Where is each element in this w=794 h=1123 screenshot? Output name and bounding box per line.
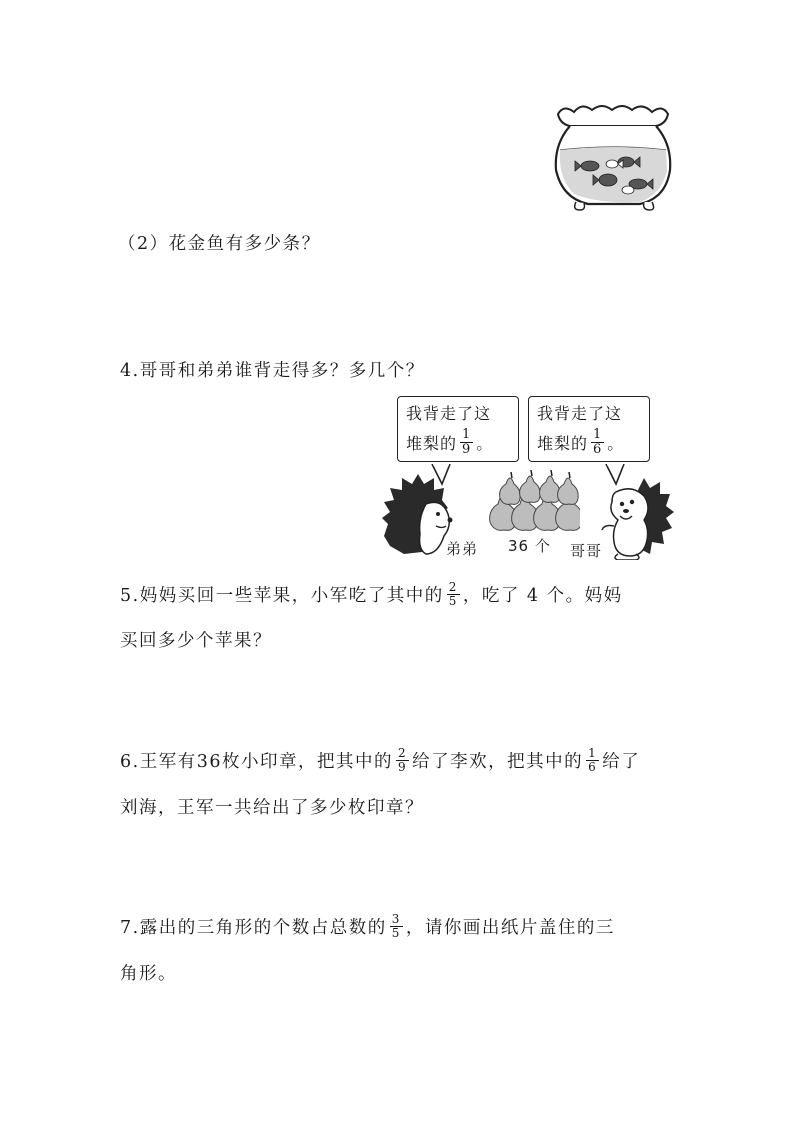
- q4-question: 4.哥哥和弟弟谁背走得多？多几个？: [120, 361, 425, 381]
- label-pear-count: 36 个: [508, 537, 551, 555]
- pear-pile-illustration: [484, 470, 580, 534]
- bubble-left-line2: 堆梨的 $\frac{1}{9}$ 。: [406, 427, 494, 457]
- q5-line1: 5.妈妈买回一些苹果，小军吃了其中的 $\frac{2}{5}$ ，吃了 4 个。妈妈: [120, 580, 623, 608]
- fraction: $\frac{1}{9}$: [462, 427, 472, 457]
- q6-line2: 刘海，王军一共给出了多少枚印章？: [120, 798, 424, 818]
- q5-line2: 买回多少个苹果？: [120, 631, 272, 651]
- q7-line1: 7.露出的三角形的个数占总数的 $\frac{3}{5}$ ，请你画出纸片盖住的三: [120, 912, 615, 940]
- q6-line1: 6.王军有36枚小印章，把其中的 $\frac{2}{9}$ 给了李欢，把其中的 $\frac{1}{6}$ 给了: [120, 746, 641, 774]
- label-younger-brother: 弟弟: [446, 540, 479, 558]
- bubble-left-line1: 我背走了这: [406, 404, 492, 423]
- fraction: $\frac{2}{5}$: [448, 580, 458, 608]
- bubble-right-line2: 堆梨的 $\frac{1}{6}$ 。: [537, 427, 625, 457]
- fraction: $\frac{2}{9}$: [397, 746, 408, 774]
- fraction: $\frac{1}{6}$: [588, 746, 598, 774]
- q3-sub2-text: （2）花金鱼有多少条？: [118, 234, 321, 254]
- hedgehog-older-illustration: [598, 476, 674, 560]
- label-older-brother: 哥哥: [570, 542, 603, 560]
- speech-bubble-right: [528, 396, 650, 462]
- q7-line2: 角形。: [120, 964, 177, 984]
- fraction: $\frac{3}{5}$: [391, 912, 401, 940]
- fishbowl-illustration: [548, 100, 678, 215]
- speech-bubble-left: [397, 396, 519, 462]
- bubble-right-line1: 我背走了这: [537, 404, 623, 423]
- fraction: $\frac{1}{6}$: [593, 427, 603, 457]
